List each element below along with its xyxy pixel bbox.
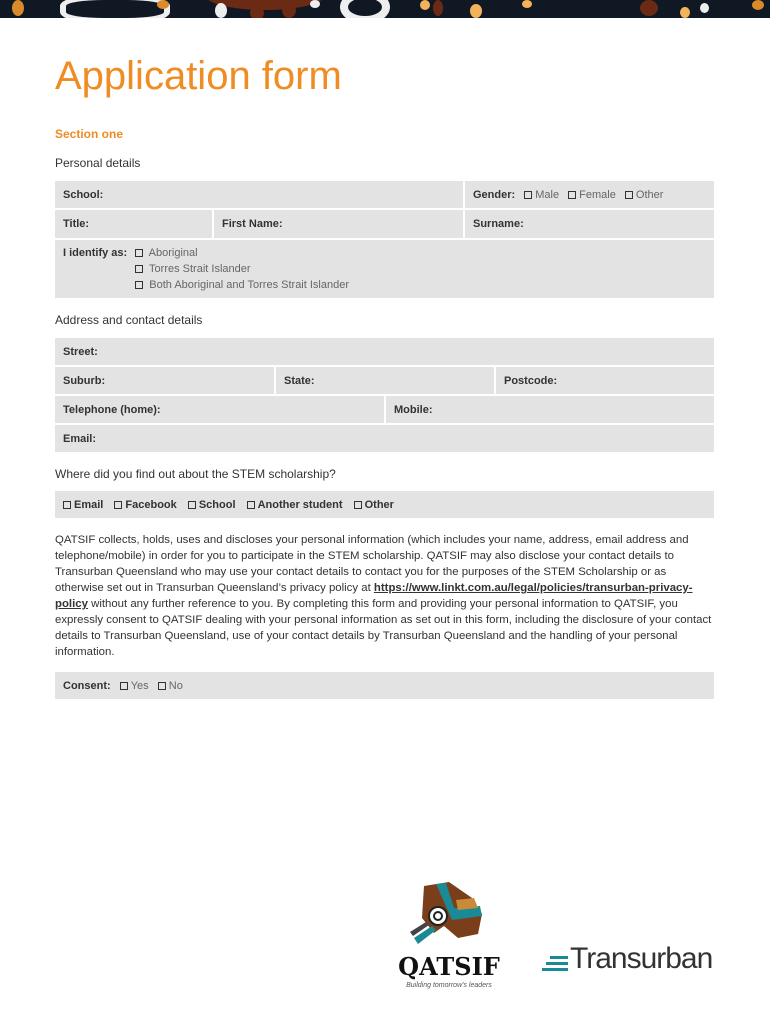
telephone-field[interactable]: [55, 396, 384, 423]
school-label: School:: [63, 189, 104, 201]
stem-facebook-checkbox[interactable]: [114, 499, 176, 511]
street-field[interactable]: [55, 338, 714, 365]
identify-label: I identify as:: [63, 247, 128, 259]
option-label: School: [198, 499, 236, 511]
title-field[interactable]: [55, 210, 212, 238]
identify-aboriginal-checkbox[interactable]: [135, 245, 349, 261]
suburb-label: Suburb:: [63, 375, 106, 387]
address-heading: Address and contact details: [55, 313, 203, 327]
checkbox-icon: [135, 281, 143, 289]
privacy-statement: [55, 532, 717, 660]
checkbox-icon: [247, 501, 255, 509]
decorative-banner: [0, 0, 770, 18]
qatsif-wordmark: QATSIF: [398, 952, 500, 981]
stem-other-checkbox[interactable]: [354, 499, 394, 511]
privacy-text: QATSIF collects, holds, uses and discloses your personal information (which includes your name, address, email address and telephone/mobile) in order for you to participate in the STEM scholarship. QATSIF may also disclose your contact details to Transurban Queensland who may use your contact details to contact you for the purposes of the STEM Scholarship or as otherwise set out in Transurban Queensland’s privacy policy at: [55, 534, 689, 594]
consent-yes-checkbox[interactable]: [120, 680, 149, 692]
qatsif-logo: [394, 878, 504, 990]
stem-school-checkbox[interactable]: [188, 499, 236, 511]
checkbox-icon: [524, 191, 532, 199]
surname-field[interactable]: [465, 210, 714, 238]
page-title: Application form: [55, 54, 342, 98]
identify-field: [55, 240, 714, 298]
surname-label: Surname:: [473, 218, 524, 230]
first-name-label: First Name:: [222, 218, 283, 230]
privacy-text-continued: without any further reference to you. By completing this form and providing your personal information to QATSIF, you expressly consent to QATSIF dealing with your personal information as set out in this form, including the disclosure of your contact details to Transurban Queensland, use of your contact details by Transurban Queensland and the handling of your personal information.: [55, 598, 712, 658]
transurban-wordmark: Transurban: [570, 942, 713, 975]
option-label: Male: [535, 189, 560, 201]
gender-female-checkbox[interactable]: [568, 189, 616, 201]
suburb-field[interactable]: [55, 367, 274, 394]
checkbox-icon: [568, 191, 576, 199]
stem-another-student-checkbox[interactable]: [247, 499, 343, 511]
transurban-logo: [542, 943, 712, 975]
postcode-field[interactable]: [496, 367, 714, 394]
gender-other-checkbox[interactable]: [625, 189, 664, 201]
qatsif-emblem-icon: [394, 878, 504, 948]
privacy-policy-link[interactable]: https://www.linkt.com.au/legal/policies/transurban-privacy-policy: [55, 582, 693, 610]
option-label: Torres Strait Islander: [149, 263, 251, 275]
email-field[interactable]: [55, 425, 714, 452]
option-label: Another student: [257, 499, 343, 511]
section-heading: Section one: [55, 127, 124, 141]
state-label: State:: [284, 375, 315, 387]
transurban-stripes-icon: [542, 956, 568, 971]
identify-tsi-checkbox[interactable]: [135, 261, 349, 277]
checkbox-icon: [158, 682, 166, 690]
state-field[interactable]: [276, 367, 494, 394]
street-label: Street:: [63, 346, 98, 358]
consent-no-checkbox[interactable]: [158, 680, 183, 692]
mobile-label: Mobile:: [394, 404, 433, 416]
checkbox-icon: [135, 249, 143, 257]
first-name-field[interactable]: [214, 210, 463, 238]
option-label: Email: [74, 499, 104, 511]
title-label: Title:: [63, 218, 90, 230]
privacy-and-consent: [55, 532, 717, 699]
checkbox-icon: [135, 265, 143, 273]
gender-label: Gender:: [473, 189, 516, 201]
email-label: Email:: [63, 433, 97, 445]
postcode-label: Postcode:: [504, 375, 558, 387]
option-label: Both Aboriginal and Torres Strait Islander: [149, 279, 349, 291]
checkbox-icon: [63, 501, 71, 509]
option-label: Yes: [130, 680, 149, 692]
checkbox-icon: [188, 501, 196, 509]
identify-both-checkbox[interactable]: [135, 277, 349, 293]
gender-field: [465, 181, 714, 208]
option-label: No: [168, 680, 183, 692]
school-field[interactable]: [55, 181, 463, 208]
option-label: Facebook: [125, 499, 177, 511]
mobile-field[interactable]: [386, 396, 714, 423]
qatsif-tagline: Building tomorrow's leaders: [406, 982, 492, 989]
consent-label: Consent:: [63, 680, 111, 692]
checkbox-icon: [625, 191, 633, 199]
checkbox-icon: [354, 501, 362, 509]
option-label: Female: [579, 189, 616, 201]
gender-male-checkbox[interactable]: [524, 189, 559, 201]
telephone-label: Telephone (home):: [63, 404, 161, 416]
stem-options-row: [55, 491, 714, 518]
personal-details-heading: Personal details: [55, 156, 141, 170]
stem-email-checkbox[interactable]: [63, 499, 103, 511]
consent-row: [55, 672, 714, 699]
checkbox-icon: [114, 501, 122, 509]
checkbox-icon: [120, 682, 128, 690]
option-label: Other: [364, 499, 394, 511]
option-label: Aboriginal: [148, 247, 198, 259]
option-label: Other: [635, 189, 664, 201]
stem-question: Where did you find out about the STEM scholarship?: [55, 467, 336, 481]
